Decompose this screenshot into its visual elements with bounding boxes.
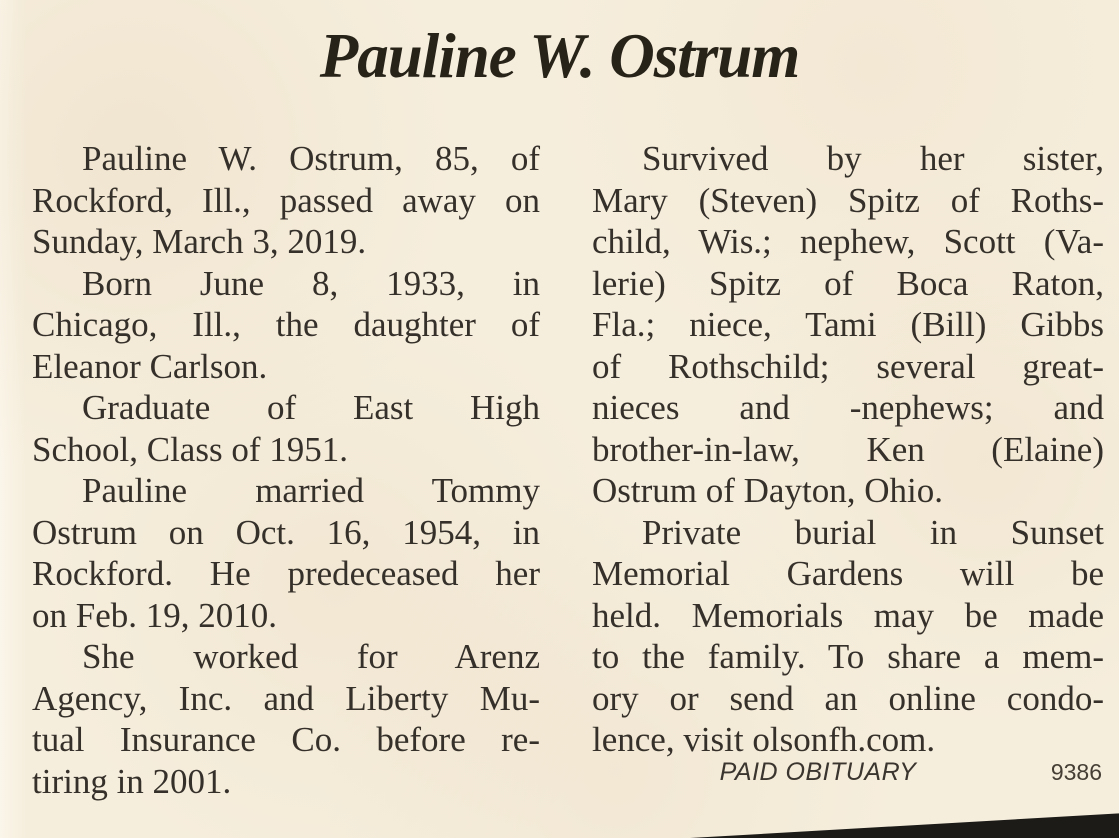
obituary-line: Rockford, Ill., passed away on [32, 180, 540, 220]
obituary-line: Sunday, March 3, 2019. [32, 222, 367, 261]
obituary-title: Pauline W. Ostrum [319, 21, 800, 91]
paid-obituary-label: PAID OBITUARY [719, 758, 917, 786]
obituary-line: on Feb. 19, 2010. [32, 595, 277, 635]
obituary-line: Mary (Steven) Spitz of Roths- [592, 180, 1104, 220]
obituary-code: 9386 [1050, 759, 1102, 785]
obituary-line: She worked for Arenz [82, 637, 540, 676]
obituary-line: ory or send an online condo- [592, 678, 1104, 718]
obituary-line: School, Class of 1951. [32, 429, 348, 469]
obituary-line: Born June 8, 1933, in [82, 263, 540, 303]
obituary-column-right [592, 138, 1104, 761]
obituary-line: brother-in-law, Ken (Elaine) [592, 429, 1104, 469]
obituary-line: to the family. To share a mem- [592, 637, 1104, 676]
obituary-line: Fla.; niece, Tami (Bill) Gibbs [592, 305, 1104, 344]
obituary-line: Ostrum of Dayton, Ohio. [592, 471, 943, 510]
obituary-line: Agency, Inc. and Liberty Mu- [32, 678, 540, 718]
obituary-line: Eleanor Carlson. [32, 346, 268, 386]
obituary-line: held. Memorials may be made [592, 595, 1104, 635]
obituary-line: lerie) Spitz of Boca Raton, [592, 263, 1104, 303]
obituary-line: Survived by her sister, [642, 139, 1104, 178]
obituary-footer [592, 758, 1104, 792]
obituary-line: Pauline W. Ostrum, 85, of [82, 139, 540, 178]
obituary-column-left [32, 138, 540, 802]
obituary-line: child, Wis.; nephew, Scott (Va- [592, 222, 1104, 261]
obituary-line: tiring in 2001. [32, 761, 232, 801]
obituary-line: Ostrum on Oct. 16, 1954, in [32, 512, 540, 552]
obituary-line: of Rothschild; several great- [592, 346, 1104, 386]
obituary-line: tual Insurance Co. before re- [32, 720, 540, 759]
obituary-line: Memorial Gardens will be [592, 554, 1104, 593]
obituary-line: nieces and -nephews; and [592, 388, 1104, 427]
obituary-line: lence, visit olsonfh.com. [592, 720, 936, 759]
obituary-line: Private burial in Sunset [642, 512, 1104, 552]
obituary-line: Graduate of East High [82, 388, 540, 427]
obituary-line: Rockford. He predeceased her [32, 554, 540, 593]
obituary-line: Chicago, Ill., the daughter of [32, 305, 540, 344]
obituary-line: Pauline married Tommy [82, 471, 540, 510]
